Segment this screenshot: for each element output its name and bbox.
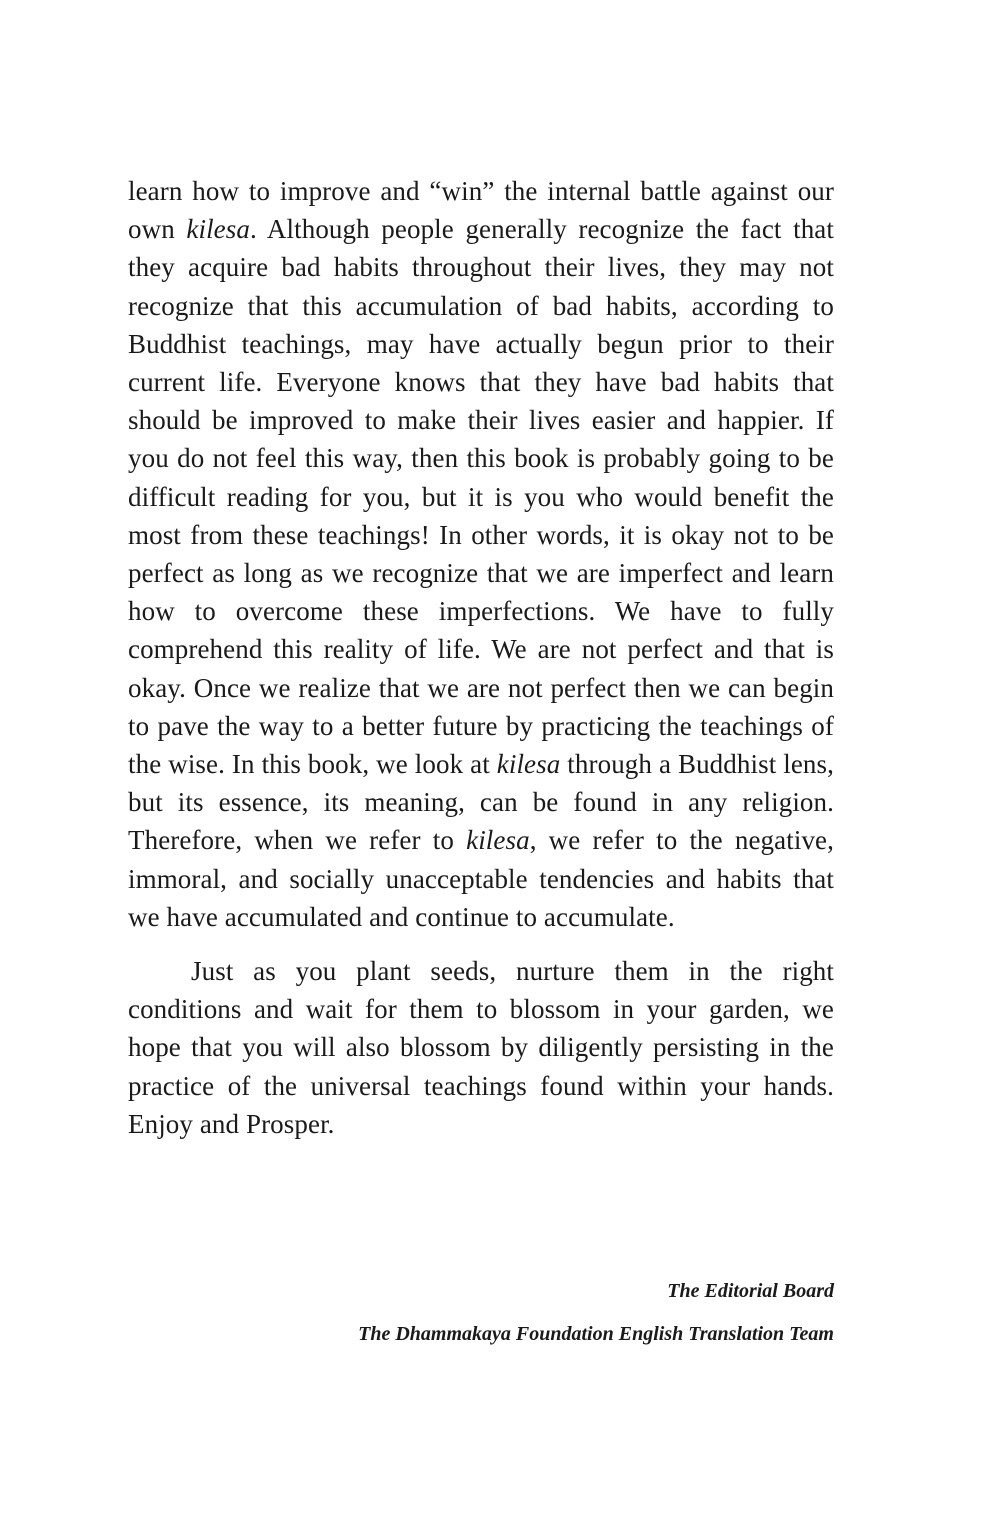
italic-term: kilesa [496, 749, 561, 780]
signature-translation-team: The Dhammakaya Foundation English Translation Team [358, 1323, 834, 1345]
text-segment: . Although people generally recognize the fact that they acquire bad habits throughout their lives, they may not recognize that this accumulation of bad habits, according to Buddhist teachings, may have actually begun prior to their current life. Everyone knows that they have bad habits that should be improved to make their lives easier and happier. If you do not feel this way, then this book is probably going to be difficult reading for you, but it is you who would benefit the most from these teachings! In other words, it is okay not to be perfect as long as we recognize that we are imperfect and learn how to overcome these imperfections. We have to fully comprehend this reality of life. We are not perfect and that is okay. Once we realize that we are not perfect then we can begin to pave the way to a better future by practicing the teachings of the wise. In this book, we look at [128, 214, 834, 780]
paragraph-2: Just as you plant seeds, nurture them in the right conditions and wait for them to blossom in your garden, we hope that you will also blossom by diligently persisting in the practice of the universal teachings found within your hands. Enjoy and Prosper. [128, 956, 834, 1139]
text-segment: through a Buddhist lens, but its essence, its meaning, can be found in any religion. Therefore, when we refer to [128, 749, 834, 856]
text-segment: learn how to improve and “win” the internal battle against our own [128, 176, 834, 245]
italic-term: kilesa [466, 825, 530, 856]
italic-term: kilesa [186, 214, 250, 245]
text-segment: , we refer to the negative, immoral, and socially unacceptable tendencies and habits that we have accumulated and continue to accumulate. [128, 825, 834, 932]
paragraph-1 [128, 172, 834, 936]
signature-editorial-board: The Editorial Board [667, 1280, 834, 1302]
page-body [128, 172, 834, 1143]
